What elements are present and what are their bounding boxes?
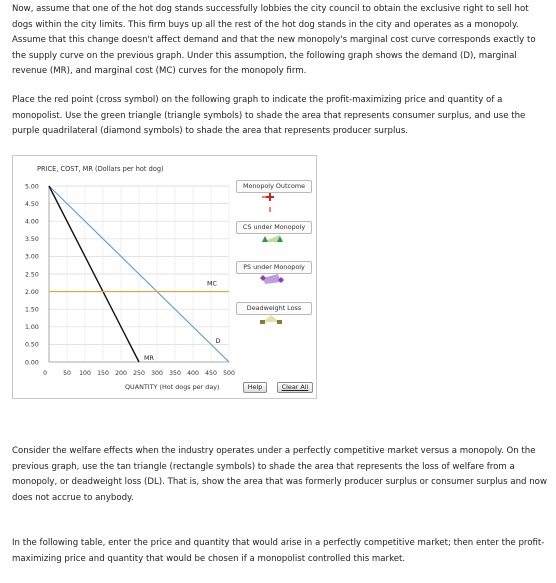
curve-label-mc: MC — [207, 279, 217, 288]
clear-all-label: Clear All — [281, 383, 309, 391]
x-axis-label: QUANTITY (Hot dogs per day) — [125, 383, 220, 391]
x-tick-label: 450 — [205, 370, 217, 377]
x-tick-label: 100 — [79, 370, 91, 377]
cs-under-monopoly-button[interactable]: CS under Monopoly — [236, 221, 312, 234]
clear-all-button[interactable] — [277, 382, 313, 393]
welfare-paragraph: Consider the welfare effects when the industry operates under a perfectly competitive market versus a monopoly. On the previous graph, use the tan triangle (rectangle symbols) to shade the area that represents the loss of welfare from a monopoly, or deadweight loss (DL). That is, show the area that was formerly producer surplus or consumer surplus and now does not accrue to anybody. — [12, 446, 547, 503]
monopoly-outcome-button[interactable]: Monopoly Outcome — [236, 180, 312, 193]
table-instructions-paragraph: In the following table, enter the price and quantity that would arise in a perfectly competitive market; then enter the profit-maximizing price and quantity that would be chosen if a monopolist controlled this market. — [12, 538, 545, 564]
x-tick-label: 150 — [97, 370, 109, 377]
x-tick-label: 500 — [223, 370, 235, 377]
y-tick-label: 0.00 — [25, 359, 39, 367]
cs-triangle-icon[interactable] — [262, 235, 283, 242]
help-button[interactable] — [243, 382, 267, 393]
y-tick-label: 2.00 — [25, 288, 39, 296]
intro-paragraph: Now, assume that one of the hot dog stands successfully lobbies the city council to obtain the exclusive right to sell hot dogs within the city limits. This firm buys up all the rest of the hot dog stands in the city and operates as a monopoly. Assume that this change doesn't affect demand and that the new monopoly's marginal cost curve corresponds exactly to the supply curve on the previous graph. Under this assumption, the following graph shows the demand (D), marginal revenue (MR), and marginal cost (MC) curves for the monopoly firm. — [12, 4, 536, 76]
deadweight-loss-icon[interactable] — [260, 315, 282, 324]
graph-tool — [12, 155, 317, 399]
y-tick-label: 5.00 — [25, 183, 39, 191]
ps-quadrilateral-icon[interactable] — [260, 274, 284, 284]
x-tick-label: 250 — [133, 370, 145, 377]
y-tick-label: 3.00 — [25, 253, 39, 261]
y-tick-label: 3.50 — [25, 236, 39, 244]
x-tick-label: 300 — [151, 370, 163, 377]
y-tick-label: 2.50 — [25, 271, 39, 279]
x-tick-label: 350 — [169, 370, 181, 377]
deadweight-loss-button[interactable]: Deadweight Loss — [236, 302, 312, 315]
help-label: Help — [247, 383, 263, 391]
y-tick-label: 1.50 — [25, 306, 39, 314]
y-tick-label: 1.00 — [25, 324, 39, 332]
curve-label-d: D — [215, 337, 221, 345]
curve-label-mr: MR — [144, 354, 154, 362]
ps-under-monopoly-button[interactable]: PS under Monopoly — [236, 261, 312, 274]
y-tick-label: 0.50 — [25, 341, 39, 349]
x-tick-label: 200 — [115, 370, 127, 377]
x-tick-label: 0 — [43, 370, 47, 377]
instructions-paragraph: Place the red point (cross symbol) on the following graph to indicate the profit-maximizing price and quantity of a monopolist. Use the green triangle (triangle symbols) to shade the area that represents consumer surplus, and use the purple quadrilateral (diamond symbols) to shade the area that represents producer surplus. — [12, 95, 526, 136]
y-tick-label: 4.50 — [25, 200, 39, 208]
x-tick-label: 50 — [63, 370, 71, 377]
y-axis-label: PRICE, COST, MR (Dollars per hot dog) — [37, 165, 164, 173]
y-tick-label: 4.00 — [25, 218, 39, 226]
monopoly-outcome-icon[interactable] — [262, 193, 274, 212]
x-tick-label: 400 — [187, 370, 199, 377]
